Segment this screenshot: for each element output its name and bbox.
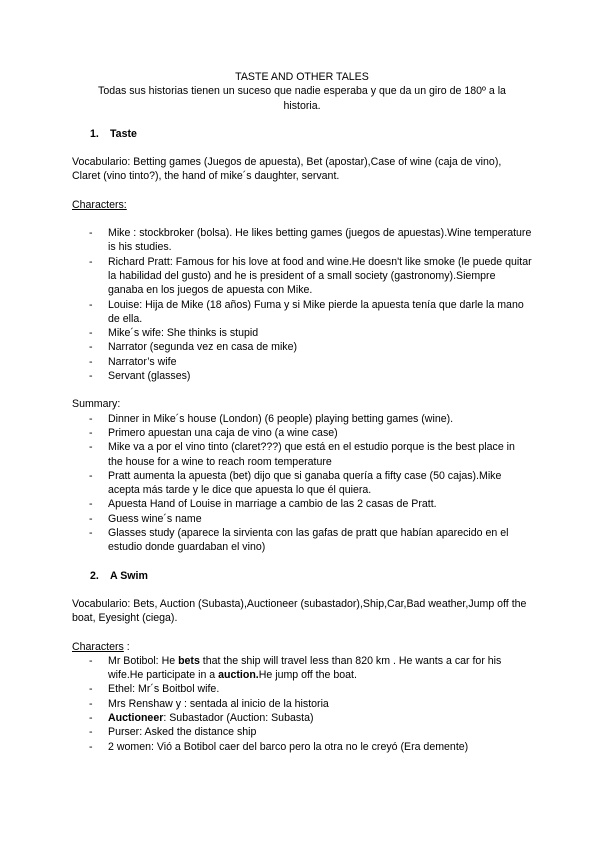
list-item: - Ethel: Mr´s Boitbol wife. — [72, 682, 532, 696]
characters-label: Characters: — [72, 198, 127, 211]
section-number: 2. — [90, 569, 99, 582]
list-item: - Mike va a por el vino tinto (claret???) que está en el estudio porque is the best place in the house for a wine to reach room temperature — [72, 440, 532, 469]
characters-label: Characters — [72, 640, 124, 653]
list-item: - Louise: Hija de Mike (18 años) Fuma y si Mike pierde la apuesta tenía que darle la mano de ella. — [72, 298, 532, 327]
list-item: - Narrator’s wife — [72, 355, 532, 369]
list-item: - Guess wine´s name — [72, 512, 532, 526]
list-item: - 2 women: Vió a Botibol caer del barco pero la otra no le creyó (Era demente) — [72, 740, 532, 754]
summary-list — [72, 412, 532, 555]
list-item: - Glasses study (aparece la sirvienta con las gafas de pratt que habían aparecido en el estudio donde guardaban el vino) — [72, 526, 532, 555]
characters-label-line — [72, 640, 532, 654]
section-number: 1. — [90, 127, 99, 140]
list-item: - Auctioneer: Subastador (Auction: Subasta) — [72, 711, 532, 725]
list-item: - Mrs Renshaw y : sentada al inicio de la historia — [72, 697, 532, 711]
list-item: - Mike´s wife: She thinks is stupid — [72, 326, 532, 340]
document-page — [72, 70, 532, 754]
section-heading-a-swim — [72, 569, 532, 583]
summary-label: Summary: — [72, 398, 121, 411]
list-item: - Servant (glasses) — [72, 369, 532, 383]
vocabulary-paragraph: Vocabulario: Bets, Auction (Subasta),Auctioneer (subastador),Ship,Car,Bad weather,Jump off the boat, Eyesight (ciega). — [72, 597, 527, 625]
list-item: - Narrator (segunda vez en casa de mike) — [72, 340, 532, 354]
document-title: TASTE AND OTHER TALES — [235, 71, 369, 83]
list-item: - Apuesta Hand of Louise in marriage a cambio de las 2 casas de Pratt. — [72, 497, 532, 511]
list-item: - Pratt aumenta la apuesta (bet) dijo que si ganaba quería a fifty case (50 cajas).Mike acepta más tarde y le dice que apuesta lo que él quiera. — [72, 469, 532, 498]
section-heading-taste — [72, 127, 532, 141]
list-item: - Mr Botibol: He bets that the ship will travel less than 820 km . He wants a car for his wife.He participate in a auction.He jump off the boat. — [72, 654, 532, 683]
list-item: - Mike : stockbroker (bolsa). He likes betting games (juegos de apuestas).Wine temperature is his studies. — [72, 226, 532, 255]
vocabulary-paragraph: Vocabulario: Betting games (Juegos de apuesta), Bet (apostar),Case of wine (caja de vino), Claret (vino tinto?), the hand of mike´s daughter, servant. — [72, 156, 502, 183]
list-item: - Dinner in Mike´s house (London) (6 people) playing betting games (wine). — [72, 412, 532, 426]
list-item: - Purser: Asked the distance ship — [72, 725, 532, 739]
section-title: A Swim — [110, 569, 148, 582]
characters-list — [72, 654, 532, 754]
document-subtitle: Todas sus historias tienen un suceso que nadie esperaba y que da un giro de 180º a la historia. — [98, 85, 506, 112]
characters-label-suffix: : — [123, 640, 130, 653]
characters-list — [72, 226, 532, 383]
section-title: Taste — [110, 127, 137, 140]
list-item: - Primero apuestan una caja de vino (a wine case) — [72, 426, 532, 440]
list-item: - Richard Pratt: Famous for his love at food and wine.He doesn't like smoke (le puede quitar la habilidad del gusto) and he is president of a small society (gastronomy).Siempre ganaba en los juegos de apuesta con Mike. — [72, 255, 532, 298]
